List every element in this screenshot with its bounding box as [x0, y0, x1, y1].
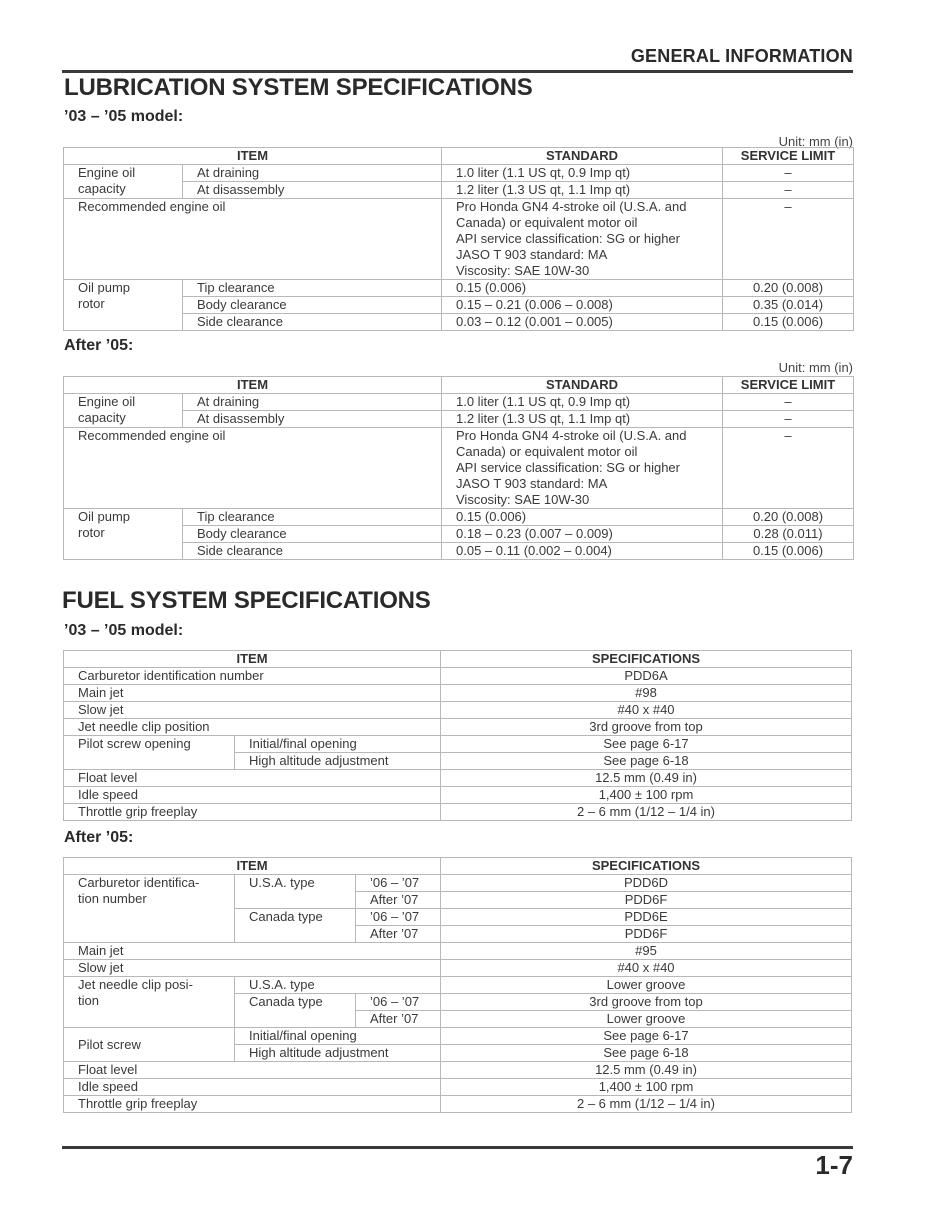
table-row [64, 943, 852, 960]
fuel-model-0305-heading: ’03 – ’05 model: [64, 622, 184, 639]
table-row [64, 702, 852, 719]
cell-limit: 0.15 (0.006) [723, 543, 854, 560]
row-label: Slow jet [64, 960, 441, 977]
row-label: Carburetor identifica- tion number [64, 875, 235, 943]
row-label: Pilot screw [64, 1028, 235, 1062]
cell-standard: 1.2 liter (1.3 US qt, 1.1 Imp qt) [442, 182, 723, 199]
section-header: GENERAL INFORMATION [630, 46, 853, 66]
cell-spec: PDD6F [441, 926, 852, 943]
cell-limit: – [723, 199, 854, 280]
cell-standard: Pro Honda GN4 4-stroke oil (U.S.A. and Canada) or equivalent motor oil API service classification: SG or higher JASO T 903 standard: MA Viscosity: SAE 10W-30 [442, 428, 723, 509]
cell-standard: 1.0 liter (1.1 US qt, 0.9 Imp qt) [442, 394, 723, 411]
col-standard: STANDARD [442, 148, 723, 165]
row-label: Jet needle clip position [64, 719, 441, 736]
cell-spec: PDD6F [441, 892, 852, 909]
table-row [64, 297, 854, 314]
table-row [64, 719, 852, 736]
row-label: Oil pump rotor [64, 280, 183, 331]
row-label: Float level [64, 770, 441, 787]
row-sublabel: Body clearance [183, 297, 442, 314]
cell-spec: #98 [441, 685, 852, 702]
cell-standard: Pro Honda GN4 4-stroke oil (U.S.A. and Canada) or equivalent motor oil API service classification: SG or higher JASO T 903 standard: MA Viscosity: SAE 10W-30 [442, 199, 723, 280]
cell-spec: #40 x #40 [441, 702, 852, 719]
row-sublabel: Initial/final opening [235, 1028, 441, 1045]
cell-spec: 12.5 mm (0.49 in) [441, 770, 852, 787]
bottom-rule [62, 1146, 853, 1149]
cell-limit: 0.20 (0.008) [723, 509, 854, 526]
col-service-limit: SERVICE LIMIT [723, 148, 854, 165]
row-label: Carburetor identification number [64, 668, 441, 685]
table-row [64, 875, 852, 892]
row-year: After ’07 [356, 892, 441, 909]
row-label: Float level [64, 1062, 441, 1079]
row-label: Recommended engine oil [64, 428, 442, 509]
cell-spec: #40 x #40 [441, 960, 852, 977]
fuel-table-0305 [63, 650, 852, 821]
table-header-row [64, 858, 852, 875]
row-sublabel: At draining [183, 165, 442, 182]
col-standard: STANDARD [442, 377, 723, 394]
cell-limit: 0.35 (0.014) [723, 297, 854, 314]
col-item: ITEM [64, 858, 441, 875]
row-label: Main jet [64, 943, 441, 960]
table-row [64, 280, 854, 297]
cell-limit: – [723, 165, 854, 182]
row-label: Throttle grip freeplay [64, 1096, 441, 1113]
row-label: Idle speed [64, 787, 441, 804]
row-sublabel: At disassembly [183, 411, 442, 428]
table-row [64, 509, 854, 526]
table-row [64, 1062, 852, 1079]
table-row [64, 977, 852, 994]
row-year: ’06 – ’07 [356, 994, 441, 1011]
cell-limit: 0.15 (0.006) [723, 314, 854, 331]
lubrication-title: LUBRICATION SYSTEM SPECIFICATIONS [64, 74, 533, 101]
row-label: Jet needle clip posi- tion [64, 977, 235, 1028]
row-year: After ’07 [356, 1011, 441, 1028]
cell-spec: See page 6-17 [441, 1028, 852, 1045]
top-rule [62, 70, 853, 73]
cell-standard: 0.15 (0.006) [442, 509, 723, 526]
table-row [64, 394, 854, 411]
row-sublabel: Side clearance [183, 314, 442, 331]
cell-spec: PDD6D [441, 875, 852, 892]
fuel-title: FUEL SYSTEM SPECIFICATIONS [62, 587, 431, 614]
row-year: ’06 – ’07 [356, 909, 441, 926]
lube-unit-after05: Unit: mm (in) [778, 360, 853, 375]
cell-standard: 0.05 – 0.11 (0.002 – 0.004) [442, 543, 723, 560]
table-row [64, 428, 854, 509]
cell-spec: See page 6-18 [441, 753, 852, 770]
cell-spec: Lower groove [441, 1011, 852, 1028]
table-row [64, 199, 854, 280]
lube-table-0305 [63, 147, 854, 331]
cell-spec: Lower groove [441, 977, 852, 994]
row-label: Engine oil capacity [64, 394, 183, 428]
cell-spec: 3rd groove from top [441, 719, 852, 736]
row-label: Main jet [64, 685, 441, 702]
cell-standard: 0.15 – 0.21 (0.006 – 0.008) [442, 297, 723, 314]
row-sublabel: Tip clearance [183, 509, 442, 526]
lube-model-after05-heading: After ’05: [64, 337, 134, 354]
table-row [64, 787, 852, 804]
cell-limit: – [723, 411, 854, 428]
table-row [64, 770, 852, 787]
row-sublabel: Tip clearance [183, 280, 442, 297]
lube-table-after05 [63, 376, 854, 560]
cell-standard: 0.03 – 0.12 (0.001 – 0.005) [442, 314, 723, 331]
table-header-row [64, 377, 854, 394]
row-label: Idle speed [64, 1079, 441, 1096]
row-label: Pilot screw opening [64, 736, 235, 770]
cell-spec: 12.5 mm (0.49 in) [441, 1062, 852, 1079]
row-label: Recommended engine oil [64, 199, 442, 280]
cell-limit: 0.20 (0.008) [723, 280, 854, 297]
row-sublabel: U.S.A. type [235, 875, 356, 909]
table-row [64, 165, 854, 182]
cell-spec: See page 6-18 [441, 1045, 852, 1062]
row-sublabel: Canada type [235, 909, 356, 943]
cell-spec: 1,400 ± 100 rpm [441, 787, 852, 804]
col-item: ITEM [64, 148, 442, 165]
cell-spec: 3rd groove from top [441, 994, 852, 1011]
row-sublabel: Body clearance [183, 526, 442, 543]
row-label: Throttle grip freeplay [64, 804, 441, 821]
table-row [64, 543, 854, 560]
cell-spec: #95 [441, 943, 852, 960]
table-row [64, 1028, 852, 1045]
table-row [64, 526, 854, 543]
cell-standard: 0.18 – 0.23 (0.007 – 0.009) [442, 526, 723, 543]
table-header-row [64, 651, 852, 668]
cell-standard: 1.2 liter (1.3 US qt, 1.1 Imp qt) [442, 411, 723, 428]
fuel-model-after05-heading: After ’05: [64, 829, 134, 846]
cell-limit: – [723, 394, 854, 411]
row-label: Slow jet [64, 702, 441, 719]
row-label: Oil pump rotor [64, 509, 183, 560]
table-row [64, 685, 852, 702]
cell-spec: PDD6A [441, 668, 852, 685]
row-sublabel: High altitude adjustment [235, 1045, 441, 1062]
row-sublabel: At draining [183, 394, 442, 411]
lube-model-0305-heading: ’03 – ’05 model: [64, 108, 184, 125]
cell-limit: – [723, 428, 854, 509]
table-row [64, 314, 854, 331]
col-item: ITEM [64, 377, 442, 394]
table-row [64, 960, 852, 977]
cell-spec: PDD6E [441, 909, 852, 926]
row-sublabel: U.S.A. type [235, 977, 441, 994]
cell-spec: 2 – 6 mm (1/12 – 1/4 in) [441, 804, 852, 821]
table-header-row [64, 148, 854, 165]
col-service-limit: SERVICE LIMIT [723, 377, 854, 394]
table-row [64, 736, 852, 753]
table-row [64, 1079, 852, 1096]
row-year: After ’07 [356, 926, 441, 943]
table-row [64, 182, 854, 199]
table-row [64, 804, 852, 821]
lube-unit-0305: Unit: mm (in) [778, 134, 853, 149]
cell-spec: 1,400 ± 100 rpm [441, 1079, 852, 1096]
fuel-table-after05 [63, 857, 852, 1113]
row-label: Engine oil capacity [64, 165, 183, 199]
row-sublabel: Side clearance [183, 543, 442, 560]
cell-spec: 2 – 6 mm (1/12 – 1/4 in) [441, 1096, 852, 1113]
table-row [64, 668, 852, 685]
table-row [64, 411, 854, 428]
cell-standard: 1.0 liter (1.1 US qt, 0.9 Imp qt) [442, 165, 723, 182]
cell-limit: 0.28 (0.011) [723, 526, 854, 543]
col-item: ITEM [64, 651, 441, 668]
row-year: ’06 – ’07 [356, 875, 441, 892]
cell-spec: See page 6-17 [441, 736, 852, 753]
row-sublabel: At disassembly [183, 182, 442, 199]
page-number: 1-7 [815, 1150, 853, 1180]
cell-standard: 0.15 (0.006) [442, 280, 723, 297]
row-sublabel: Initial/final opening [235, 736, 441, 753]
col-specifications: SPECIFICATIONS [441, 651, 852, 668]
row-sublabel: Canada type [235, 994, 356, 1028]
table-row [64, 1096, 852, 1113]
row-sublabel: High altitude adjustment [235, 753, 441, 770]
cell-limit: – [723, 182, 854, 199]
col-specifications: SPECIFICATIONS [441, 858, 852, 875]
